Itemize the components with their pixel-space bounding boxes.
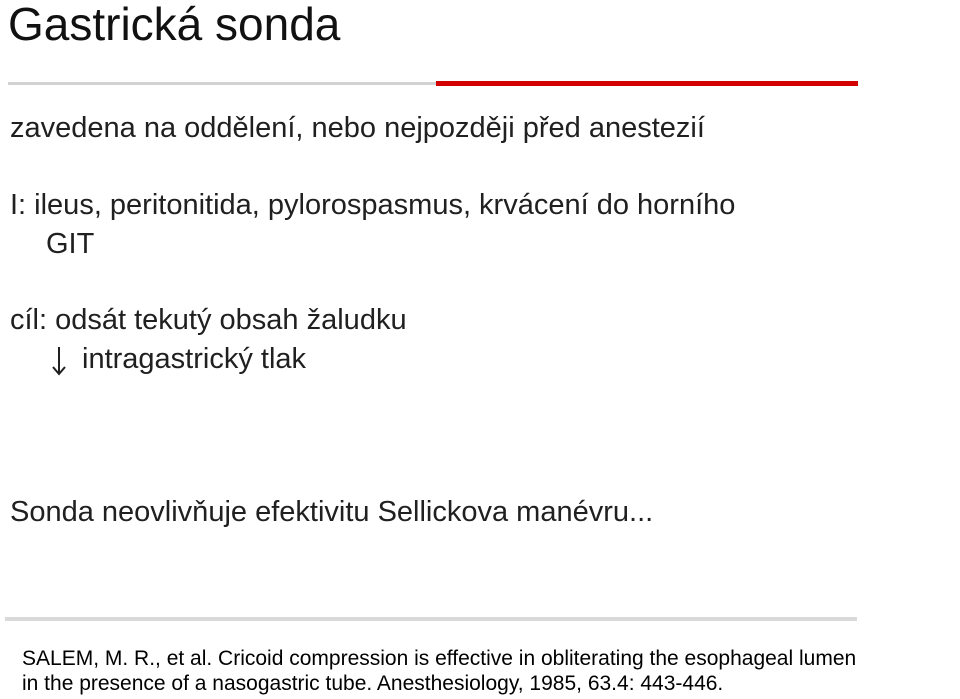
reference-line-2: in the presence of a nasogastric tube. Anesthesiology, 1985, 63.4: 443-446.: [22, 672, 724, 695]
text-line-sellick: Sonda neovlivňuje efektivitu Sellickova manévru...: [10, 496, 654, 528]
text-line-indications: I: ileus, peritonitida, pylorospasmus, krvácení do horního: [10, 189, 736, 221]
text-line-indications-cont: GIT: [46, 228, 95, 260]
text-line-goal: cíl: odsát tekutý obsah žaludku: [10, 304, 407, 336]
title-rule-grey: [8, 82, 436, 85]
reference-rule: [5, 617, 857, 621]
slide-title: Gastrická sonda: [8, 0, 341, 50]
reference-line-1: SALEM, M. R., et al. Cricoid compression is effective in obliterating the esophageal lumen: [22, 647, 857, 670]
text-line-pressure: intragastrický tlak: [82, 343, 307, 375]
title-rule-red: [436, 81, 858, 86]
down-arrow-icon: [48, 341, 70, 379]
text-line-placement: zavedena na oddělení, nebo nejpozději před anestezií: [10, 112, 705, 144]
